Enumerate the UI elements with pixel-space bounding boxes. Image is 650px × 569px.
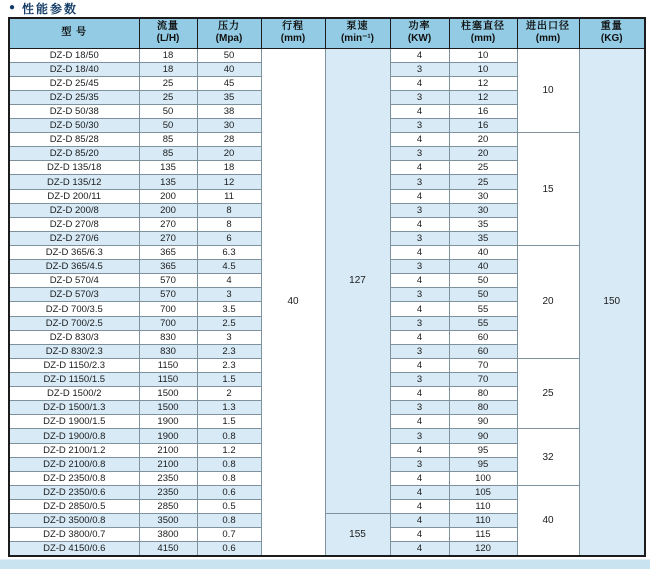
plunger-cell: 30: [449, 203, 517, 217]
flow-cell: 365: [139, 260, 197, 274]
model-cell: DZ-D 1900/0.8: [9, 429, 139, 443]
power-cell: 3: [390, 288, 449, 302]
model-cell: DZ-D 3500/0.8: [9, 514, 139, 528]
plunger-cell: 40: [449, 260, 517, 274]
model-cell: DZ-D 25/45: [9, 76, 139, 90]
pressure-cell: 2: [197, 387, 261, 401]
power-cell: 3: [390, 147, 449, 161]
plunger-cell: 90: [449, 429, 517, 443]
pressure-cell: 0.7: [197, 528, 261, 542]
flow-cell: 1900: [139, 429, 197, 443]
flow-cell: 85: [139, 133, 197, 147]
power-cell: 3: [390, 429, 449, 443]
power-cell: 4: [390, 330, 449, 344]
model-cell: DZ-D 3800/0.7: [9, 528, 139, 542]
flow-cell: 18: [139, 48, 197, 62]
model-cell: DZ-D 2850/0.5: [9, 500, 139, 514]
flow-cell: 365: [139, 246, 197, 260]
flow-cell: 1900: [139, 415, 197, 429]
flow-cell: 2850: [139, 500, 197, 514]
plunger-cell: 30: [449, 189, 517, 203]
power-cell: 3: [390, 260, 449, 274]
power-cell: 4: [390, 274, 449, 288]
flow-cell: 1500: [139, 401, 197, 415]
header-pump-speed: 泵速 (min⁻¹): [325, 18, 390, 48]
pressure-cell: 6: [197, 231, 261, 245]
port-diameter-cell: 32: [517, 429, 579, 485]
flow-cell: 50: [139, 119, 197, 133]
plunger-cell: 115: [449, 528, 517, 542]
plunger-cell: 25: [449, 161, 517, 175]
model-cell: DZ-D 1900/1.5: [9, 415, 139, 429]
plunger-cell: 95: [449, 443, 517, 457]
pump-speed-cell: 155: [325, 514, 390, 556]
plunger-cell: 80: [449, 401, 517, 415]
power-cell: 4: [390, 217, 449, 231]
model-cell: DZ-D 50/30: [9, 119, 139, 133]
flow-cell: 135: [139, 161, 197, 175]
power-cell: 3: [390, 90, 449, 104]
pressure-cell: 6.3: [197, 246, 261, 260]
pressure-cell: 30: [197, 119, 261, 133]
pressure-cell: 1.2: [197, 443, 261, 457]
model-cell: DZ-D 1500/1.3: [9, 401, 139, 415]
model-cell: DZ-D 2350/0.8: [9, 471, 139, 485]
power-cell: 4: [390, 76, 449, 90]
model-cell: DZ-D 700/3.5: [9, 302, 139, 316]
model-cell: DZ-D 25/35: [9, 90, 139, 104]
model-cell: DZ-D 700/2.5: [9, 316, 139, 330]
power-cell: 3: [390, 457, 449, 471]
plunger-cell: 10: [449, 48, 517, 62]
flow-cell: 3800: [139, 528, 197, 542]
power-cell: 4: [390, 542, 449, 556]
pressure-cell: 0.8: [197, 429, 261, 443]
power-cell: 4: [390, 161, 449, 175]
plunger-cell: 110: [449, 500, 517, 514]
plunger-cell: 16: [449, 104, 517, 118]
flow-cell: 700: [139, 302, 197, 316]
power-cell: 3: [390, 231, 449, 245]
pressure-cell: 12: [197, 175, 261, 189]
header-model: 型 号: [9, 18, 139, 48]
plunger-cell: 20: [449, 147, 517, 161]
table-row: [9, 48, 645, 62]
power-cell: 4: [390, 387, 449, 401]
pressure-cell: 8: [197, 217, 261, 231]
power-cell: 4: [390, 189, 449, 203]
flow-cell: 4150: [139, 542, 197, 556]
power-cell: 4: [390, 500, 449, 514]
power-cell: 4: [390, 133, 449, 147]
pressure-cell: 18: [197, 161, 261, 175]
header-stroke: 行程 (mm): [261, 18, 325, 48]
power-cell: 4: [390, 104, 449, 118]
pressure-cell: 0.8: [197, 514, 261, 528]
power-cell: 3: [390, 373, 449, 387]
model-cell: DZ-D 85/28: [9, 133, 139, 147]
flow-cell: 200: [139, 203, 197, 217]
plunger-cell: 110: [449, 514, 517, 528]
flow-cell: 1150: [139, 358, 197, 372]
power-cell: 4: [390, 48, 449, 62]
flow-cell: 25: [139, 90, 197, 104]
pressure-cell: 0.8: [197, 457, 261, 471]
model-cell: DZ-D 135/12: [9, 175, 139, 189]
pressure-cell: 2.3: [197, 358, 261, 372]
plunger-cell: 100: [449, 471, 517, 485]
pressure-cell: 0.8: [197, 471, 261, 485]
stroke-cell: 40: [261, 48, 325, 556]
pressure-cell: 28: [197, 133, 261, 147]
power-cell: 4: [390, 528, 449, 542]
plunger-cell: 95: [449, 457, 517, 471]
pressure-cell: 45: [197, 76, 261, 90]
model-cell: DZ-D 1150/1.5: [9, 373, 139, 387]
header-pressure: 压力 (Mpa): [197, 18, 261, 48]
model-cell: DZ-D 830/3: [9, 330, 139, 344]
plunger-cell: 25: [449, 175, 517, 189]
flow-cell: 85: [139, 147, 197, 161]
flow-cell: 270: [139, 217, 197, 231]
flow-cell: 200: [139, 189, 197, 203]
pressure-cell: 3.5: [197, 302, 261, 316]
power-cell: 4: [390, 443, 449, 457]
flow-cell: 830: [139, 330, 197, 344]
pressure-cell: 8: [197, 203, 261, 217]
pressure-cell: 35: [197, 90, 261, 104]
header-flow: 流量 (L/H): [139, 18, 197, 48]
performance-parameters-table: [8, 17, 646, 557]
flow-cell: 700: [139, 316, 197, 330]
pressure-cell: 20: [197, 147, 261, 161]
pressure-cell: 0.6: [197, 485, 261, 499]
plunger-cell: 55: [449, 302, 517, 316]
plunger-cell: 90: [449, 415, 517, 429]
pressure-cell: 40: [197, 62, 261, 76]
pressure-cell: 1.5: [197, 373, 261, 387]
weight-cell: 150: [579, 48, 645, 556]
model-cell: DZ-D 570/4: [9, 274, 139, 288]
model-cell: DZ-D 270/8: [9, 217, 139, 231]
model-cell: DZ-D 200/8: [9, 203, 139, 217]
pressure-cell: 2.5: [197, 316, 261, 330]
model-cell: DZ-D 2350/0.6: [9, 485, 139, 499]
pressure-cell: 50: [197, 48, 261, 62]
power-cell: 3: [390, 401, 449, 415]
flow-cell: 135: [139, 175, 197, 189]
model-cell: DZ-D 365/4.5: [9, 260, 139, 274]
plunger-cell: 60: [449, 344, 517, 358]
pressure-cell: 0.5: [197, 500, 261, 514]
port-diameter-cell: 20: [517, 246, 579, 359]
pressure-cell: 11: [197, 189, 261, 203]
power-cell: 3: [390, 62, 449, 76]
header-weight: 重量 (KG): [579, 18, 645, 48]
port-diameter-cell: 25: [517, 358, 579, 429]
model-cell: DZ-D 135/18: [9, 161, 139, 175]
flow-cell: 2100: [139, 443, 197, 457]
power-cell: 4: [390, 246, 449, 260]
section-title: [9, 0, 78, 16]
pressure-cell: 0.6: [197, 542, 261, 556]
plunger-cell: 10: [449, 62, 517, 76]
header-plunger-diameter: 柱塞直径 (mm): [449, 18, 517, 48]
plunger-cell: 70: [449, 358, 517, 372]
model-cell: DZ-D 570/3: [9, 288, 139, 302]
model-cell: DZ-D 365/6.3: [9, 246, 139, 260]
pressure-cell: 3: [197, 288, 261, 302]
power-cell: 4: [390, 415, 449, 429]
plunger-cell: 70: [449, 373, 517, 387]
plunger-cell: 16: [449, 119, 517, 133]
flow-cell: 1500: [139, 387, 197, 401]
power-cell: 4: [390, 358, 449, 372]
plunger-cell: 12: [449, 90, 517, 104]
header-port-diameter: 进出口径 (mm): [517, 18, 579, 48]
pressure-cell: 1.5: [197, 415, 261, 429]
pressure-cell: 3: [197, 330, 261, 344]
power-cell: 3: [390, 175, 449, 189]
plunger-cell: 35: [449, 217, 517, 231]
flow-cell: 570: [139, 274, 197, 288]
header-power: 功率 (KW): [390, 18, 449, 48]
pressure-cell: 38: [197, 104, 261, 118]
flow-cell: 270: [139, 231, 197, 245]
port-diameter-cell: 10: [517, 48, 579, 133]
model-cell: DZ-D 1150/2.3: [9, 358, 139, 372]
plunger-cell: 35: [449, 231, 517, 245]
plunger-cell: 80: [449, 387, 517, 401]
plunger-cell: 40: [449, 246, 517, 260]
power-cell: 3: [390, 119, 449, 133]
pressure-cell: 4.5: [197, 260, 261, 274]
power-cell: 4: [390, 514, 449, 528]
model-cell: DZ-D 18/40: [9, 62, 139, 76]
power-cell: 4: [390, 485, 449, 499]
model-cell: DZ-D 2100/1.2: [9, 443, 139, 457]
port-diameter-cell: 40: [517, 485, 579, 556]
model-cell: DZ-D 4150/0.6: [9, 542, 139, 556]
pressure-cell: 1.3: [197, 401, 261, 415]
plunger-cell: 120: [449, 542, 517, 556]
model-cell: DZ-D 1500/2: [9, 387, 139, 401]
plunger-cell: 105: [449, 485, 517, 499]
plunger-cell: 12: [449, 76, 517, 90]
power-cell: 3: [390, 316, 449, 330]
plunger-cell: 50: [449, 274, 517, 288]
pump-speed-cell: 127: [325, 48, 390, 514]
flow-cell: 1150: [139, 373, 197, 387]
plunger-cell: 60: [449, 330, 517, 344]
power-cell: 3: [390, 344, 449, 358]
header-row: [9, 18, 645, 48]
bullet-icon: ●: [9, 2, 16, 13]
model-cell: DZ-D 270/6: [9, 231, 139, 245]
plunger-cell: 50: [449, 288, 517, 302]
port-diameter-cell: 15: [517, 133, 579, 246]
plunger-cell: 20: [449, 133, 517, 147]
flow-cell: 25: [139, 76, 197, 90]
flow-cell: 2100: [139, 457, 197, 471]
flow-cell: 3500: [139, 514, 197, 528]
model-cell: DZ-D 2100/0.8: [9, 457, 139, 471]
model-cell: DZ-D 200/11: [9, 189, 139, 203]
plunger-cell: 55: [449, 316, 517, 330]
pressure-cell: 2.3: [197, 344, 261, 358]
model-cell: DZ-D 830/2.3: [9, 344, 139, 358]
flow-cell: 830: [139, 344, 197, 358]
model-cell: DZ-D 50/38: [9, 104, 139, 118]
model-cell: DZ-D 85/20: [9, 147, 139, 161]
page-title: 性能参数: [22, 1, 79, 16]
flow-cell: 570: [139, 288, 197, 302]
flow-cell: 50: [139, 104, 197, 118]
flow-cell: 2350: [139, 485, 197, 499]
flow-cell: 18: [139, 62, 197, 76]
power-cell: 4: [390, 302, 449, 316]
flow-cell: 2350: [139, 471, 197, 485]
model-cell: DZ-D 18/50: [9, 48, 139, 62]
pressure-cell: 4: [197, 274, 261, 288]
power-cell: 3: [390, 203, 449, 217]
power-cell: 4: [390, 471, 449, 485]
